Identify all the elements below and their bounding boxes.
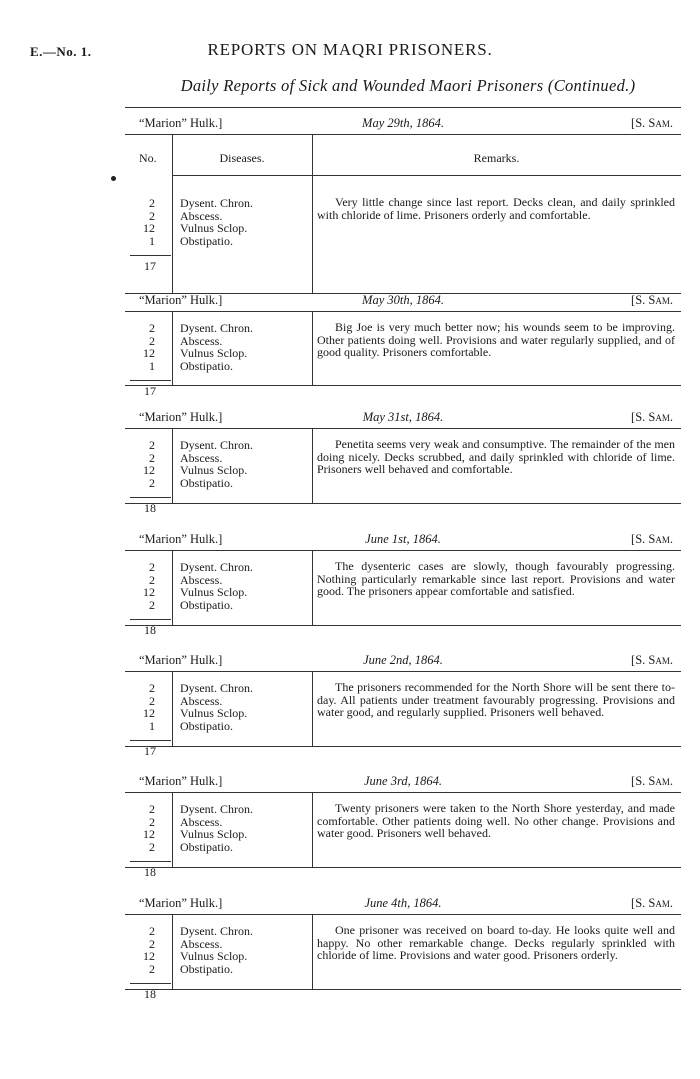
case-count: 2 [149, 333, 155, 348]
daily-report [125, 891, 681, 1002]
case-count: 2 [149, 693, 155, 708]
total-count: 17 [144, 259, 156, 274]
column-divider [172, 915, 173, 990]
report-date: May 31st, 1864. [362, 410, 444, 424]
report-header [125, 288, 681, 312]
page-reference: E.—No. 1. [30, 44, 92, 59]
case-count: 2 [149, 450, 155, 465]
disease-name: Obstipatio. [180, 839, 233, 854]
margin-dot [111, 176, 116, 181]
page-subtitle: Daily Reports of Sick and Wounded Maori Prisoners (Continued.) [180, 76, 636, 95]
remarks-text: One prisoner was received on board to-day. He looks quite well and happy. No other remarkable change. Decks regularly sprinkled with chloride of lime. Provisions and water good. Prisoners orderly. [317, 923, 675, 963]
case-count: 1 [149, 233, 155, 248]
ship-name: “Marion” Hulk.] [139, 410, 223, 424]
report-bottom-rule [125, 746, 681, 747]
case-count: 2 [149, 196, 155, 210]
report-header [125, 405, 681, 429]
disease-name: Dysent. Chron. [180, 681, 253, 695]
total-rule [130, 255, 171, 256]
case-count: 12 [143, 221, 155, 236]
report-date: June 3rd, 1864. [364, 774, 442, 788]
report-bottom-rule [125, 385, 681, 386]
signature [631, 896, 673, 911]
case-count: 2 [149, 438, 155, 452]
remarks-text: Big Joe is very much better now; his wounds seem to be improving. Other patients doing well. Provisions and water regularly supplied, and of good quality. Prisoners comfortable. [317, 320, 675, 360]
column-divider [172, 793, 173, 868]
case-count: 2 [149, 814, 155, 829]
report-date: May 29th, 1864. [362, 116, 444, 130]
column-divider [172, 175, 173, 294]
case-count: 2 [149, 560, 155, 574]
case-count: 2 [149, 839, 155, 854]
disease-name: Vulnus Sclop. [180, 706, 248, 721]
disease-name: Dysent. Chron. [180, 321, 253, 335]
total-count: 17 [144, 384, 156, 399]
case-count: 2 [149, 572, 155, 587]
case-count: 12 [143, 706, 155, 721]
signature-name: Sam. [648, 532, 673, 546]
disease-name: Vulnus Sclop. [180, 463, 248, 478]
report-body [125, 672, 681, 759]
disease-name: Dysent. Chron. [180, 560, 253, 574]
ship-name: “Marion” Hulk.] [139, 774, 223, 788]
report-body [125, 551, 681, 638]
top-rule [125, 107, 681, 108]
case-count: 12 [143, 585, 155, 600]
signature-prefix: [S. [631, 774, 646, 788]
signature-name: Sam. [648, 293, 673, 307]
disease-name: Abscess. [180, 208, 223, 223]
column-divider [312, 429, 313, 504]
case-count: 12 [143, 463, 155, 478]
column-divider [312, 175, 313, 294]
signature-name: Sam. [648, 774, 673, 788]
daily-report [125, 288, 681, 399]
signature-prefix: [S. [631, 116, 646, 130]
daily-report [125, 769, 681, 880]
signature-name: Sam. [648, 116, 673, 130]
case-count: 1 [149, 358, 155, 373]
signature-prefix: [S. [631, 653, 646, 667]
case-count: 2 [149, 475, 155, 490]
signature-name: Sam. [648, 896, 673, 910]
daily-report [125, 405, 681, 516]
signature [631, 116, 673, 131]
report-body [125, 793, 681, 880]
disease-name: Obstipatio. [180, 718, 233, 733]
disease-name: Abscess. [180, 936, 223, 951]
disease-name: Obstipatio. [180, 961, 233, 976]
column-remarks: Remarks. [473, 151, 520, 165]
signature-name: Sam. [648, 653, 673, 667]
disease-name: Vulnus Sclop. [180, 346, 248, 361]
disease-name: Obstipatio. [180, 358, 233, 373]
report-date: June 1st, 1864. [365, 532, 441, 546]
column-divider [172, 672, 173, 747]
disease-name: Abscess. [180, 450, 223, 465]
column-divider [172, 312, 173, 386]
report-date: June 2nd, 1864. [363, 653, 443, 667]
column-divider [312, 672, 313, 747]
column-divider [172, 429, 173, 504]
report-bottom-rule [125, 625, 681, 626]
column-divider [312, 793, 313, 868]
total-count: 17 [144, 744, 156, 759]
remarks-text: The prisoners recommended for the North Shore will be sent there to-day. All patients under treatment favourably progressing. Provisions and water good, and regularly supplied. Prisoners well behaved. [317, 680, 675, 720]
remarks-text: Twenty prisoners were taken to the North Shore yesterday, and made comfortable. Other patients doing well. No other change. Provisions and water good. Prisoners well behaved. [317, 801, 675, 841]
disease-name: Vulnus Sclop. [180, 827, 248, 842]
daily-report [125, 648, 681, 759]
total-rule [130, 861, 171, 862]
case-count: 2 [149, 321, 155, 335]
case-count: 2 [149, 208, 155, 223]
ship-name: “Marion” Hulk.] [139, 896, 223, 910]
report-header [125, 891, 681, 915]
report-body [125, 312, 681, 399]
disease-name: Abscess. [180, 572, 223, 587]
column-divider [312, 551, 313, 626]
case-count: 2 [149, 681, 155, 695]
disease-name: Obstipatio. [180, 233, 233, 248]
ship-name: “Marion” Hulk.] [139, 293, 223, 307]
total-rule [130, 740, 171, 741]
report-body [125, 429, 681, 516]
report-header [125, 648, 681, 672]
disease-name: Obstipatio. [180, 475, 233, 490]
case-count: 12 [143, 346, 155, 361]
total-count: 18 [144, 501, 156, 516]
total-rule [130, 380, 171, 381]
total-rule [130, 619, 171, 620]
report-header [125, 769, 681, 793]
case-count: 2 [149, 936, 155, 951]
report-header [125, 111, 681, 135]
column-divider [172, 551, 173, 626]
report-body [125, 175, 681, 294]
case-count: 2 [149, 802, 155, 816]
ship-name: “Marion” Hulk.] [139, 653, 223, 667]
case-count: 12 [143, 949, 155, 964]
case-count: 2 [149, 961, 155, 976]
case-count: 2 [149, 597, 155, 612]
signature-prefix: [S. [631, 532, 646, 546]
total-count: 18 [144, 623, 156, 638]
ship-name: “Marion” Hulk.] [139, 532, 223, 546]
total-rule [130, 983, 171, 984]
remarks-text: Very little change since last report. Decks clean, and daily sprinkled with chloride of lime. Prisoners orderly and comfortable. [317, 195, 675, 222]
disease-name: Vulnus Sclop. [180, 949, 248, 964]
disease-name: Dysent. Chron. [180, 924, 253, 938]
signature-prefix: [S. [631, 896, 646, 910]
disease-name: Abscess. [180, 814, 223, 829]
case-count: 1 [149, 718, 155, 733]
disease-name: Abscess. [180, 693, 223, 708]
total-rule [130, 497, 171, 498]
total-count: 18 [144, 987, 156, 1002]
signature-prefix: [S. [631, 293, 646, 307]
disease-name: Vulnus Sclop. [180, 221, 248, 236]
disease-name: Vulnus Sclop. [180, 585, 248, 600]
column-diseases: Diseases. [219, 151, 265, 165]
report-bottom-rule [125, 503, 681, 504]
report-body [125, 915, 681, 1002]
signature [631, 774, 673, 789]
column-headers [125, 135, 681, 175]
disease-name: Obstipatio. [180, 597, 233, 612]
case-count: 12 [143, 827, 155, 842]
disease-name: Dysent. Chron. [180, 802, 253, 816]
column-no: No. [139, 151, 157, 165]
remarks-text: The dysenteric cases are slowly, though favourably progressing. Nothing particularly remarkable since last report. Provisions and water good. The prisoners appear comfortable and satisfied. [317, 559, 675, 599]
page-title: REPORTS ON MAQRI PRISONERS. [207, 40, 493, 59]
signature-prefix: [S. [631, 410, 646, 424]
report-date: May 30th, 1864. [362, 293, 444, 307]
report-bottom-rule [125, 989, 681, 990]
ship-name: “Marion” Hulk.] [139, 116, 223, 130]
signature [631, 532, 673, 547]
column-divider [312, 312, 313, 386]
daily-report [125, 527, 681, 638]
remarks-text: Penetita seems very weak and consumptive. The remainder of the men doing nicely. Decks scrubbed, and daily sprinkled with chloride of lime. Prisoners well behaved and comfortable. [317, 437, 675, 477]
disease-name: Dysent. Chron. [180, 438, 253, 452]
disease-name: Dysent. Chron. [180, 196, 253, 210]
report-header [125, 527, 681, 551]
signature [631, 293, 673, 308]
disease-name: Abscess. [180, 333, 223, 348]
report-date: June 4th, 1864. [364, 896, 442, 910]
signature [631, 653, 673, 668]
total-count: 18 [144, 865, 156, 880]
column-divider [312, 915, 313, 990]
signature [631, 410, 673, 425]
report-bottom-rule [125, 867, 681, 868]
daily-report [125, 111, 681, 294]
case-count: 2 [149, 924, 155, 938]
signature-name: Sam. [648, 410, 673, 424]
